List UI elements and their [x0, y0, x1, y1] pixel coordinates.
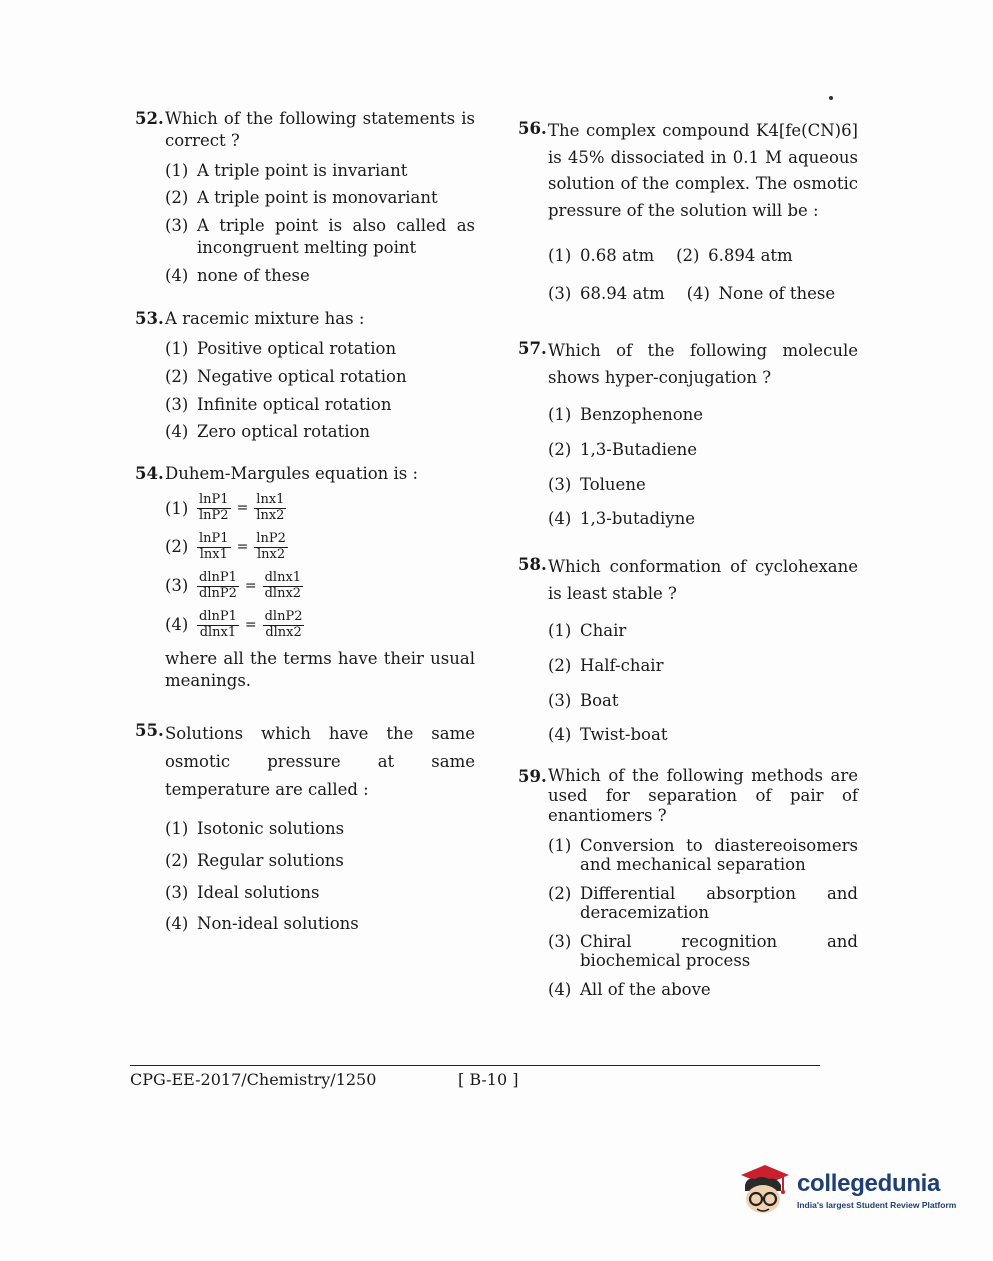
option-number: (1) [165, 819, 189, 839]
option-text: 0.68 atm [580, 245, 655, 265]
denominator: dlnx2 [265, 624, 302, 640]
option-text: 68.94 atm [580, 283, 665, 303]
option [165, 265, 475, 287]
fraction [197, 532, 231, 563]
option-number: (3) [165, 394, 189, 414]
option-number: (2) [165, 537, 189, 557]
option [548, 690, 858, 712]
option-text: 1,3-Butadiene [580, 439, 698, 459]
option-number: (3) [165, 882, 189, 902]
option-text: Ideal solutions [197, 882, 320, 902]
option-number: (3) [165, 576, 189, 596]
option [165, 882, 475, 904]
option [548, 933, 858, 971]
option-number: (4) [165, 914, 189, 934]
option-text: Benzophenone [580, 405, 704, 425]
question-number: 56. [518, 119, 547, 138]
equals-sign: = [244, 616, 257, 633]
option-text: A triple point is also called as incongruent melting point [197, 216, 475, 257]
option-text: Regular solutions [197, 850, 344, 870]
question-56 [518, 118, 858, 312]
numerator: lnP1 [199, 530, 229, 546]
option-number: (4) [165, 615, 189, 635]
option-number: (4) [548, 509, 572, 529]
option-number: (3) [548, 690, 572, 710]
fraction [263, 610, 305, 641]
option-number: (1) [548, 621, 572, 641]
option-text: Twist-boat [580, 725, 668, 745]
option [165, 160, 475, 182]
option-text: Conversion to diastereoisomers and mechanical separation [580, 836, 858, 875]
question-number: 55. [135, 720, 164, 740]
option [548, 404, 858, 426]
option-list [165, 160, 475, 287]
option-number: (1) [165, 339, 189, 359]
collegedunia-logo[interactable] [735, 1160, 960, 1220]
option-text: Isotonic solutions [197, 819, 345, 839]
option-number: (2) [548, 439, 572, 459]
option [165, 215, 475, 259]
footer-divider [130, 1065, 820, 1066]
page-number: [ B-10 ] [458, 1070, 519, 1089]
option-number: (2) [548, 655, 572, 675]
option [548, 508, 858, 530]
equation-option [165, 571, 475, 602]
option-text: Non-ideal solutions [197, 914, 359, 934]
option-row [548, 237, 858, 275]
option-text: Zero optical rotation [197, 422, 371, 442]
fraction [197, 493, 231, 524]
option [548, 474, 858, 496]
numerator: dlnx1 [264, 569, 302, 585]
option-number: (3) [548, 283, 572, 303]
option-text: Positive optical rotation [197, 339, 397, 359]
option [165, 366, 475, 388]
question-53 [135, 308, 475, 443]
brand-name: collegedunia [797, 1170, 941, 1197]
denominator: lnP2 [199, 507, 229, 523]
question-text: Duhem-Margules equation is : [165, 464, 419, 484]
equals-sign: = [244, 577, 257, 594]
numerator: lnx1 [256, 491, 285, 507]
option [548, 620, 858, 642]
option-number: (3) [165, 216, 189, 236]
option-text: Half-chair [580, 655, 664, 675]
denominator: dlnx1 [199, 624, 237, 640]
equation-option [165, 532, 475, 563]
equation-option [165, 493, 475, 524]
question-number: 57. [518, 339, 547, 359]
option-text: 1,3-butadiyne [580, 509, 696, 529]
option-number: (1) [548, 405, 572, 425]
option-text: Chiral recognition and biochemical process [580, 932, 858, 971]
option-list [548, 237, 858, 313]
option-number: (2) [165, 188, 189, 208]
option-number: (1) [548, 836, 572, 856]
option-number: (2) [676, 245, 700, 265]
option-number: (1) [548, 245, 572, 265]
option [165, 338, 475, 360]
question-text: A racemic mixture has : [165, 309, 365, 329]
graduate-mascot-icon [735, 1161, 793, 1219]
fraction [254, 493, 286, 524]
option-number: (1) [165, 160, 189, 180]
option [165, 394, 475, 416]
denominator: lnx1 [199, 546, 228, 562]
left-column [135, 108, 475, 951]
option-number: (2) [165, 850, 189, 870]
option-text: Negative optical rotation [197, 366, 407, 386]
numerator: dlnP1 [199, 608, 237, 624]
question-note: where all the terms have their usual meanings. [165, 649, 475, 691]
option [676, 245, 793, 267]
option-list [165, 338, 475, 443]
option-number: (3) [548, 474, 572, 494]
option [548, 655, 858, 677]
brand-tagline: India's largest Student Review Platform [797, 1200, 957, 1210]
question-55 [135, 720, 475, 935]
fraction [197, 571, 239, 602]
option [548, 885, 858, 923]
option-number: (2) [165, 366, 189, 386]
option [548, 245, 654, 267]
option [165, 850, 475, 872]
option-number: (4) [548, 725, 572, 745]
option-list [548, 620, 858, 746]
equals-sign: = [236, 500, 249, 517]
option-text: none of these [197, 265, 310, 285]
option-number: (3) [548, 932, 572, 952]
option-text: Differential absorption and deracemization [580, 884, 858, 923]
question-number: 59. [518, 767, 547, 787]
denominator: lnx2 [257, 546, 286, 562]
option-text: Chair [580, 621, 627, 641]
numerator: lnP2 [256, 530, 286, 546]
question-57 [518, 338, 858, 530]
question-number: 52. [135, 109, 164, 128]
question-52 [135, 108, 475, 286]
option-text: 6.894 atm [708, 245, 793, 265]
option [548, 724, 858, 746]
equation-option [165, 610, 475, 641]
option [548, 837, 858, 875]
option-number: (4) [165, 265, 189, 285]
option [165, 421, 475, 443]
numerator: lnP1 [199, 491, 229, 507]
question-number: 53. [135, 309, 164, 329]
option-number: (4) [548, 980, 572, 1000]
question-text: Which of the following methods are used for separation of pair of enantiomers ? [548, 766, 858, 825]
question-text: Which of the following statements is correct ? [165, 109, 475, 150]
numerator: dlnP1 [199, 569, 237, 585]
question-number: 58. [518, 555, 547, 575]
question-54 [135, 463, 475, 692]
denominator: lnx2 [256, 507, 285, 523]
option [548, 981, 858, 1000]
fraction [197, 610, 239, 641]
option-list [165, 493, 475, 641]
question-text: The complex compound K4[fe(CN)6] is 45% dissociated in 0.1 M aqueous solution of the complex. The osmotic pressure of the solution will be : [548, 121, 858, 221]
numerator: dlnP2 [264, 608, 303, 624]
option-list [165, 818, 475, 935]
option-text: None of these [718, 283, 836, 303]
fraction [263, 571, 303, 602]
option-text: Infinite optical rotation [197, 394, 392, 414]
option-number: (4) [165, 422, 189, 442]
option [165, 818, 475, 840]
option-row [548, 275, 858, 313]
denominator: dlnP2 [199, 585, 237, 601]
paper-code: CPG-EE-2017/Chemistry/1250 [130, 1070, 377, 1089]
option-text: All of the above [580, 980, 711, 1000]
option [687, 283, 836, 305]
speck [829, 96, 833, 100]
option [165, 187, 475, 209]
question-text: Which of the following molecule shows hyper-conjugation ? [548, 341, 858, 387]
question-number: 54. [135, 464, 164, 484]
option-text: A triple point is invariant [197, 160, 408, 180]
logo-text [797, 1170, 956, 1210]
option-list [548, 404, 858, 530]
option-number: (4) [686, 283, 710, 303]
fraction [254, 532, 288, 563]
question-59 [518, 766, 858, 1000]
option [548, 439, 858, 461]
option-number: (2) [548, 884, 572, 904]
option-text: Boat [580, 690, 619, 710]
equals-sign: = [236, 539, 249, 556]
option [165, 913, 475, 935]
denominator: dlnx2 [264, 585, 302, 601]
option-text: A triple point is monovariant [197, 188, 438, 208]
question-text: Which conformation of cyclohexane is least stable ? [548, 557, 858, 603]
option [548, 283, 665, 305]
question-text: Solutions which have the same osmotic pressure at same temperature are called : [165, 723, 475, 800]
option-text: Toluene [580, 474, 646, 494]
question-58 [518, 554, 858, 746]
option-list [548, 837, 858, 1000]
option-number: (1) [165, 498, 189, 518]
right-column [518, 118, 858, 1016]
